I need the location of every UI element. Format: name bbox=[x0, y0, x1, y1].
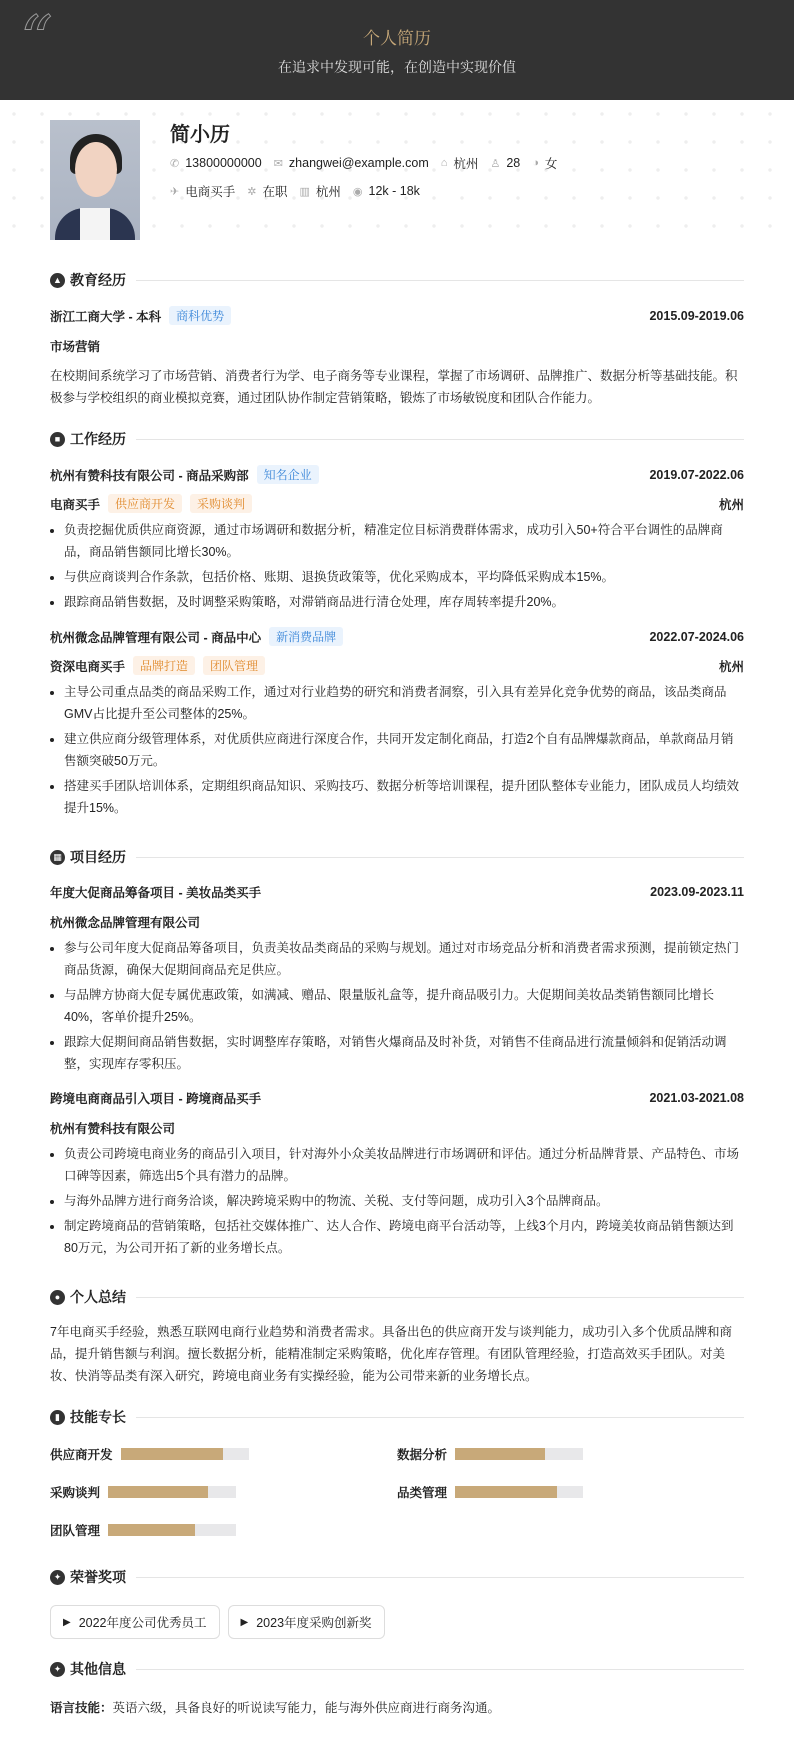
project-item bbox=[50, 1089, 744, 1259]
company: 杭州有赞科技有限公司 - 商品采购部 bbox=[50, 468, 249, 483]
bullet: • 搭建买手团队培训体系，定期组织商品知识、采购技巧、数据分析等培训课程，提升团队整体专业能力，团队成员人均绩效提升15%。 bbox=[64, 775, 744, 819]
tag: 新消费品牌 bbox=[269, 627, 343, 646]
skill-bar-fill bbox=[455, 1486, 557, 1498]
bullet: • 建立供应商分级管理体系，对优质供应商进行深度合作，共同开发定制化商品，打造2个自有品牌爆款商品，单款商品月销售额突破50万元。 bbox=[64, 728, 744, 772]
bullet: • 参与公司年度大促商品筹备项目，负责美妆品类商品的采购与规划。通过对市场竞品分析和消费者需求预测，提前锁定热门商品货源，确保大促期间商品充足供应。 bbox=[64, 937, 744, 981]
project-company: 杭州微念品牌管理有限公司 bbox=[50, 916, 201, 930]
triangle-icon: ▶ bbox=[240, 1616, 249, 1628]
other-label: 语言技能： bbox=[50, 1701, 113, 1715]
contact-row bbox=[170, 154, 557, 172]
job-row bbox=[170, 182, 420, 200]
tag: 团队管理 bbox=[203, 656, 265, 675]
education-desc: 在校期间系统学习了市场营销、消费者行为学、电子商务等专业课程，掌握了市场调研、品牌推广、数据分析等基础技能。积极参与学校组织的商业模拟竞赛，通过团队协作制定营销策略，锻炼了市场敏锐度和团队合作能力。 bbox=[50, 369, 738, 405]
bullet: • 与品牌方协商大促专属优惠政策，如满减、赠品、限量版礼盒等，提升商品吸引力。大促期间美妆品类销售额同比增长40%，客单价提升25%。 bbox=[64, 984, 744, 1028]
project-company: 杭州有赞科技有限公司 bbox=[50, 1122, 176, 1136]
quote-icon: “ bbox=[20, 3, 53, 77]
gender: 女 bbox=[544, 157, 558, 171]
company: 杭州微念品牌管理有限公司 - 商品中心 bbox=[50, 630, 262, 645]
grid-icon: ▦ bbox=[50, 850, 65, 865]
phone: 13800000000 bbox=[185, 156, 262, 170]
date: 2023.09-2023.11 bbox=[650, 885, 744, 899]
skill-name: 团队管理 bbox=[50, 1524, 101, 1538]
salary: 12k - 18k bbox=[368, 184, 420, 198]
section-skills bbox=[50, 1405, 744, 1429]
section-awards bbox=[50, 1565, 744, 1589]
section-label: 工作经历 bbox=[70, 431, 126, 447]
bullet: • 负责挖掘优质供应商资源，通过市场调研和数据分析，精准定位目标消费群体需求，成功引入50+符合平台调性的品牌商品，商品销售额同比增长30%。 bbox=[64, 519, 744, 563]
bullet: • 制定跨境商品的营销策略，包括社交媒体推广、达人合作、跨境电商平台活动等，上线3个月内，跨境美妆商品销售额达到80万元，为公司开拓了新的业务增长点。 bbox=[64, 1215, 744, 1259]
skill-bar bbox=[108, 1486, 236, 1498]
skill-name: 品类管理 bbox=[397, 1486, 448, 1500]
position-icon: ✈ bbox=[170, 185, 180, 198]
bullet: • 与供应商谈判合作条款，包括价格、账期、退换货政策等，优化采购成本，平均降低采购成本15%。 bbox=[64, 566, 744, 588]
city: 杭州 bbox=[718, 659, 744, 674]
skill-bar-fill bbox=[108, 1524, 195, 1536]
user-icon: ● bbox=[50, 1290, 65, 1305]
header bbox=[0, 0, 794, 100]
status-icon: ✲ bbox=[247, 185, 257, 198]
bullet: • 负责公司跨境电商业务的商品引入项目，针对海外小众美妆品牌进行市场调研和评估。通过分析品牌背景、产品特色、市场口碑等因素，筛选出5个具有潜力的品牌。 bbox=[64, 1143, 744, 1187]
skill-item bbox=[50, 1521, 397, 1539]
award-icon: ✦ bbox=[50, 1570, 65, 1585]
graduation-icon: ▲ bbox=[50, 273, 65, 288]
date: 2019.07-2022.06 bbox=[649, 467, 744, 482]
briefcase-icon: ■ bbox=[50, 432, 65, 447]
age: 28 bbox=[506, 156, 521, 170]
age-icon: ♙ bbox=[490, 157, 501, 170]
role: 电商买手 bbox=[50, 497, 101, 512]
bullet: • 跟踪大促期间商品销售数据，实时调整库存策略，对销售火爆商品及时补货，对销售不佳商品进行流量倾斜和促销活动调整，实现库存零积压。 bbox=[64, 1031, 744, 1075]
skill-bar bbox=[455, 1486, 583, 1498]
work-item bbox=[50, 465, 744, 613]
section-summary bbox=[50, 1285, 744, 1309]
city: 杭州 bbox=[453, 157, 479, 171]
section-project bbox=[50, 845, 744, 869]
tag: 采购谈判 bbox=[190, 494, 252, 513]
project-name: 跨境电商商品引入项目 - 跨境商品买手 bbox=[50, 1092, 262, 1106]
date: 2022.07-2024.06 bbox=[649, 629, 744, 644]
summary-text: 7年电商买手经验，熟悉互联网电商行业趋势和消费者需求。具备出色的供应商开发与谈判能力，成功引入多个优质品牌和商品，提升销售额与利润。擅长数据分析，能精准制定采购策略，优化库存管理。有团队管理经验，打造高效买手团队。对美妆、快消等品类有深入研究，跨境电商业务有实操经验，能为公司带来新的业务增长点。 bbox=[50, 1325, 732, 1383]
section-label: 项目经历 bbox=[70, 849, 126, 865]
gender-icon: ◑ bbox=[532, 157, 539, 169]
info-icon: ✦ bbox=[50, 1662, 65, 1677]
chart-icon: ▮ bbox=[50, 1410, 65, 1425]
role: 资深电商买手 bbox=[50, 659, 126, 674]
building-icon: ▥ bbox=[299, 185, 310, 198]
email-icon: ✉ bbox=[273, 157, 283, 170]
section-work bbox=[50, 427, 744, 451]
section-education bbox=[50, 268, 744, 292]
skill-item bbox=[397, 1445, 744, 1463]
position: 电商买手 bbox=[185, 185, 236, 199]
target-city: 杭州 bbox=[315, 185, 341, 199]
section-label: 其他信息 bbox=[70, 1661, 126, 1677]
date: 2015.09-2019.06 bbox=[649, 308, 744, 323]
bullet: • 主导公司重点品类的商品采购工作，通过对行业趋势的研究和消费者洞察，引入具有差异化竞争优势的商品，该品类商品GMV占比提升至公司整体的25%。 bbox=[64, 681, 744, 725]
tag: 知名企业 bbox=[257, 465, 319, 484]
tag: 品牌打造 bbox=[133, 656, 195, 675]
tag: 供应商开发 bbox=[108, 494, 182, 513]
skill-name: 数据分析 bbox=[397, 1448, 448, 1462]
email: zhangwei@example.com bbox=[288, 156, 429, 170]
avatar bbox=[50, 120, 140, 240]
skill-name: 供应商开发 bbox=[50, 1448, 113, 1462]
skill-name: 采购谈判 bbox=[50, 1486, 101, 1500]
project-name: 年度大促商品筹备项目 - 美妆品类买手 bbox=[50, 886, 262, 900]
skill-bar-fill bbox=[455, 1448, 545, 1460]
bullet: • 跟踪商品销售数据，及时调整采购策略，对滞销商品进行清仓处理，库存周转率提升20%。 bbox=[64, 591, 744, 613]
tag: 商科优势 bbox=[169, 306, 231, 325]
status: 在职 bbox=[262, 185, 288, 199]
bullet: • 与海外品牌方进行商务洽谈，解决跨境采购中的物流、关税、支付等问题，成功引入3个品牌商品。 bbox=[64, 1190, 744, 1212]
profile bbox=[0, 100, 794, 250]
salary-icon: ◉ bbox=[352, 185, 363, 198]
award-name: 2022年度公司优秀员工 bbox=[78, 1616, 207, 1630]
section-label: 教育经历 bbox=[70, 272, 126, 288]
phone-icon: ✆ bbox=[170, 157, 180, 170]
city: 杭州 bbox=[718, 497, 744, 512]
skill-bar-fill bbox=[108, 1486, 208, 1498]
work-item bbox=[50, 627, 744, 819]
project-item bbox=[50, 883, 744, 1075]
skill-item bbox=[50, 1483, 397, 1501]
award-item bbox=[50, 1605, 220, 1639]
section-other bbox=[50, 1657, 744, 1681]
major: 市场营销 bbox=[50, 340, 101, 354]
skill-bar-fill bbox=[121, 1448, 223, 1460]
skill-bar bbox=[108, 1524, 236, 1536]
resume-subtitle: 在追求中发现可能，在创造中实现价值 bbox=[278, 59, 516, 75]
skill-bar bbox=[121, 1448, 249, 1460]
date: 2021.03-2021.08 bbox=[649, 1091, 744, 1105]
skill-item bbox=[397, 1483, 744, 1501]
home-icon: ⌂ bbox=[440, 157, 448, 169]
skill-item bbox=[50, 1445, 397, 1463]
candidate-name: 简小历 bbox=[170, 124, 230, 146]
resume-title: 个人简历 bbox=[363, 29, 431, 48]
section-label: 个人总结 bbox=[70, 1289, 126, 1305]
skill-bar bbox=[455, 1448, 583, 1460]
section-label: 技能专长 bbox=[70, 1409, 126, 1425]
award-name: 2023年度采购创新奖 bbox=[256, 1616, 372, 1630]
section-label: 荣誉奖项 bbox=[70, 1569, 126, 1585]
award-item bbox=[228, 1605, 385, 1639]
triangle-icon: ▶ bbox=[63, 1616, 71, 1628]
other-value: 英语六级，具备良好的听说读写能力，能与海外供应商进行商务沟通。 bbox=[112, 1701, 501, 1715]
school: 浙江工商大学 - 本科 bbox=[50, 309, 162, 324]
